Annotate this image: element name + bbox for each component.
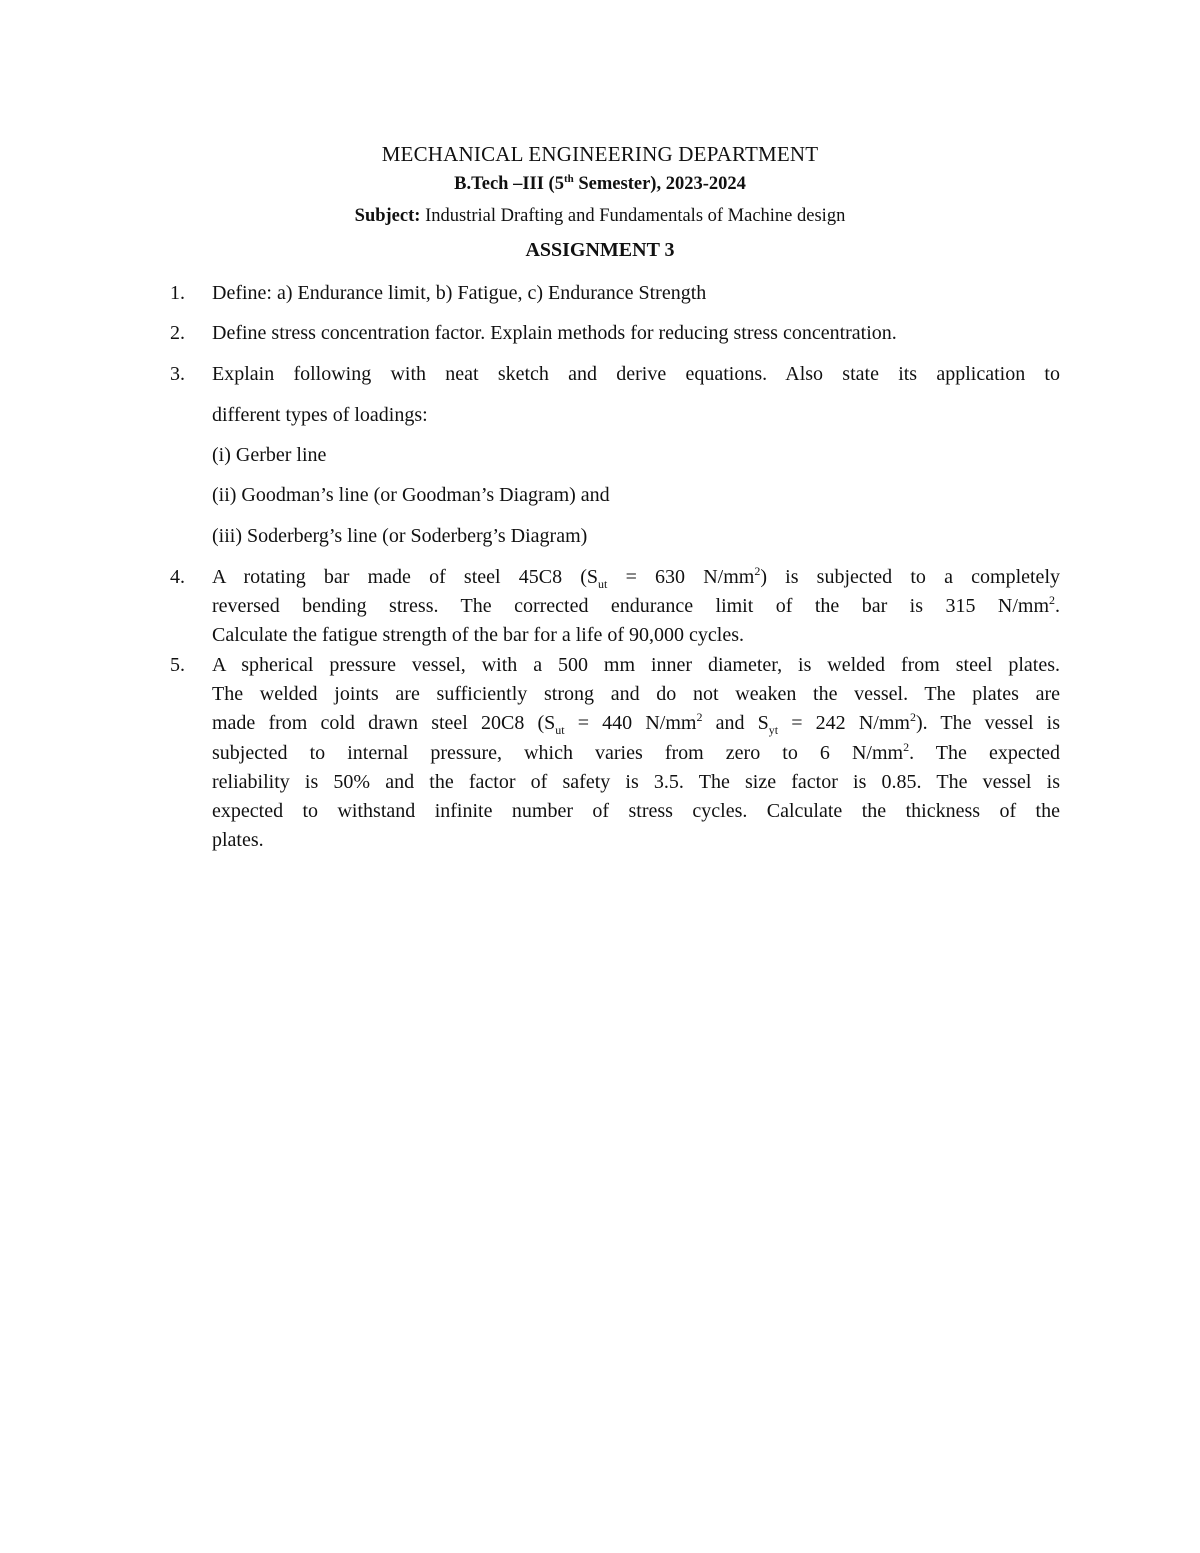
- text-run: and S: [702, 712, 769, 734]
- course-line: [0, 174, 1200, 195]
- text-run: ) is subjected to a completely: [760, 566, 1060, 588]
- text-run: A rotating bar made of steel 45C8 (S: [212, 566, 599, 588]
- question-number: 1.: [170, 282, 185, 304]
- question-text: Define: a) Endurance limit, b) Fatigue, c) Endurance Strength: [212, 282, 707, 304]
- subject-value: Industrial Drafting and Fundamentals of Machine design: [420, 206, 846, 226]
- subject-line: [0, 206, 1200, 227]
- superscript: 2: [696, 710, 703, 724]
- question-text-line: expected to withstand infinite number of stress cycles. Calculate the thickness of the: [212, 800, 1060, 822]
- department-title: MECHANICAL ENGINEERING DEPARTMENT: [381, 142, 819, 166]
- question-text-line: plates.: [212, 829, 264, 851]
- course-suffix: Semester), 2023-2024: [573, 174, 746, 194]
- question-number: 3.: [170, 363, 185, 385]
- question-text: Define stress concentration factor. Explain methods for reducing stress concentration.: [212, 322, 897, 344]
- subscript: yt: [768, 723, 779, 737]
- text-run: ). The vessel is: [915, 712, 1060, 734]
- superscript: 2: [903, 740, 910, 754]
- course-prefix: B.Tech –III (5: [454, 174, 564, 194]
- question-text-line: [212, 595, 1060, 618]
- sub-item: (i) Gerber line: [212, 444, 327, 466]
- course-superscript: th: [563, 173, 574, 185]
- question-text-line: Calculate the fatigue strength of the bar for a life of 90,000 cycles.: [212, 624, 745, 646]
- question-number: 4.: [170, 566, 185, 588]
- text-run: reversed bending stress. The corrected endurance limit of the bar is 315 N/mm: [212, 595, 1049, 617]
- superscript: 2: [754, 564, 761, 578]
- text-run: . The expected: [909, 742, 1061, 764]
- question-number: 2.: [170, 322, 185, 344]
- assignment-title: ASSIGNMENT 3: [525, 239, 675, 261]
- superscript: 2: [909, 710, 916, 724]
- question-text-line: [212, 566, 1060, 589]
- question-text-line: [212, 712, 1060, 735]
- subject-label: Subject:: [354, 206, 421, 226]
- question-text-line: reliability is 50% and the factor of safety is 3.5. The size factor is 0.85. The vessel is: [212, 771, 1060, 793]
- question-text-line: A spherical pressure vessel, with a 500 mm inner diameter, is welded from steel plates.: [212, 654, 1060, 676]
- superscript: 2: [1049, 593, 1055, 607]
- question-text-line: The welded joints are sufficiently strong and do not weaken the vessel. The plates are: [212, 683, 1060, 705]
- question-text-line: Explain following with neat sketch and derive equations. Also state its application to: [212, 363, 1060, 385]
- sub-item: (ii) Goodman’s line (or Goodman’s Diagram) and: [212, 484, 610, 506]
- text-run: = 630 N/mm: [607, 566, 755, 588]
- text-run: made from cold drawn steel 20C8 (S: [212, 712, 556, 734]
- question-text-line: [212, 742, 1060, 765]
- text-run: .: [1055, 595, 1060, 617]
- sub-item: (iii) Soderberg’s line (or Soderberg’s Diagram): [212, 525, 588, 547]
- question-text-line: different types of loadings:: [212, 404, 428, 426]
- text-run: = 242 N/mm: [778, 712, 910, 734]
- text-run: subjected to internal pressure, which varies from zero to 6 N/mm: [212, 742, 904, 764]
- question-number: 5.: [170, 654, 185, 676]
- text-run: = 440 N/mm: [564, 712, 697, 734]
- subscript: ut: [555, 723, 565, 737]
- subscript: ut: [598, 577, 608, 591]
